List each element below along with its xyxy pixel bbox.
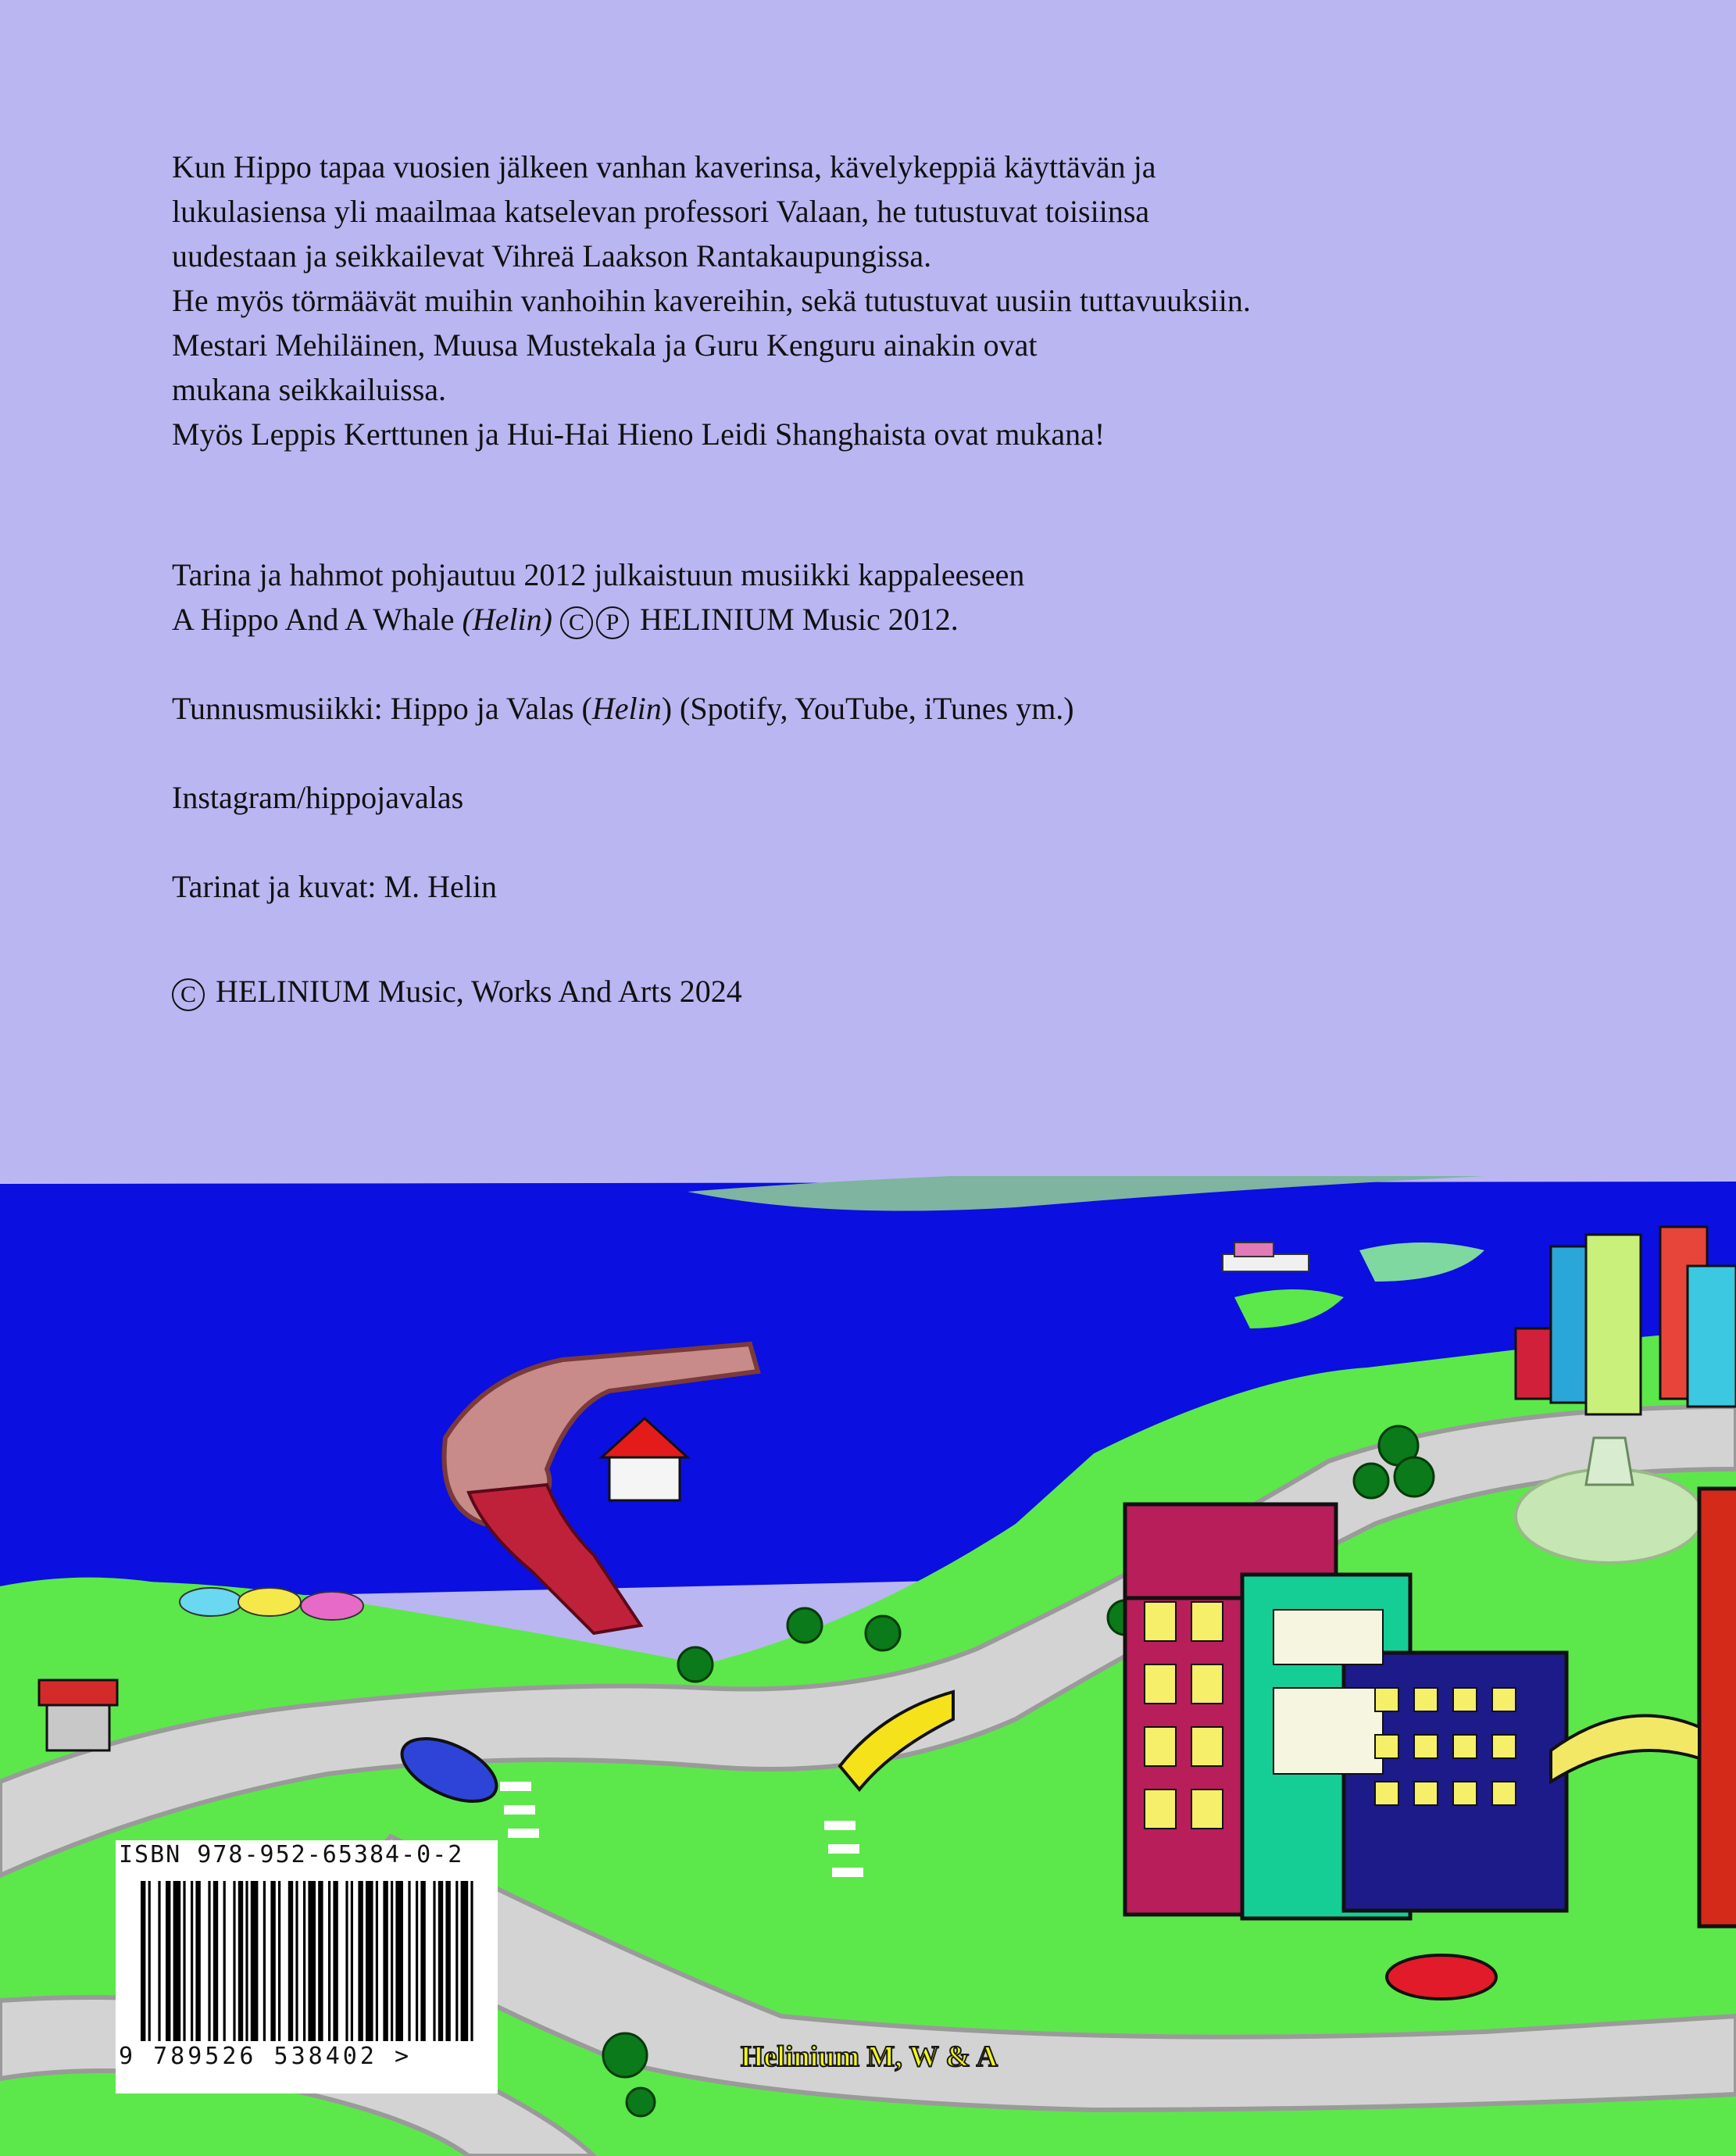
tree <box>1395 1457 1434 1496</box>
barcode-bar <box>366 1881 373 2041</box>
barcode-bar <box>278 1881 280 2041</box>
window <box>1414 1688 1438 1711</box>
origin-line-1: Tarina ja hahmot pohjautuu 2012 julkaistuun musiikki kappaleeseen <box>172 557 1025 592</box>
isbn-label: ISBN 978-952-65384-0-2 <box>119 1841 464 1868</box>
red-car <box>1387 1955 1496 1999</box>
window <box>1375 1782 1398 1805</box>
barcode-bar <box>288 1881 293 2041</box>
barcode-bar <box>251 1881 259 2041</box>
barcode-bar <box>195 1881 200 2041</box>
window <box>1414 1782 1438 1805</box>
window <box>1191 1727 1223 1766</box>
credits-text <box>172 552 1074 1014</box>
ferry-cabin <box>1234 1242 1273 1257</box>
barcode-bar <box>223 1881 226 2041</box>
crosswalk-stripe <box>828 1844 859 1854</box>
window <box>1375 1688 1398 1711</box>
barcode-bar <box>445 1881 450 2041</box>
skyscraper <box>1586 1235 1641 1414</box>
pier-house <box>609 1453 680 1500</box>
blurb-line: lukulasiensa yli maailmaa katselevan professori Valaan, he tutustuvat toisiinsa <box>172 194 1150 229</box>
barcode-bar <box>141 1881 145 2041</box>
blurb-line: Mestari Mehiläinen, Muusa Mustekala ja Guru Kenguru ainakin ovat <box>172 327 1038 363</box>
copyright-line <box>172 969 1074 1014</box>
barcode-bar <box>183 1881 185 2041</box>
copyright-text: HELINIUM Music, Works And Arts 2024 <box>216 974 742 1009</box>
blurb-line: He myös törmäävät muihin vanhoihin kavereihin, sekä tutustuvat uusiin tuttavuuksiin. <box>172 283 1251 318</box>
theme-post: ) (Spotify, YouTube, iTunes ym.) <box>661 691 1074 726</box>
barcode-bar <box>148 1881 151 2041</box>
origin-author: (Helin) <box>462 602 552 637</box>
window <box>1492 1782 1516 1805</box>
crosswalk-stripe <box>500 1782 531 1791</box>
instagram-line: Instagram/hippojavalas <box>172 780 464 815</box>
crosswalk-stripe <box>824 1821 855 1830</box>
window <box>1273 1610 1383 1664</box>
flower-bed <box>301 1592 363 1620</box>
barcode-bar <box>420 1881 425 2041</box>
barcode-bar <box>433 1881 435 2041</box>
window <box>1273 1688 1383 1774</box>
window <box>1191 1790 1223 1829</box>
window <box>1414 1735 1438 1758</box>
barcode-bar <box>208 1881 210 2041</box>
authors-line: Tarinat ja kuvat: M. Helin <box>172 869 497 904</box>
window <box>1453 1735 1477 1758</box>
barcode-bar <box>233 1881 235 2041</box>
barcode-bar <box>173 1881 181 2041</box>
crosswalk-stripe <box>508 1829 539 1838</box>
building-red-edge <box>1699 1489 1736 1926</box>
kiosk-roof <box>39 1680 117 1705</box>
theme-author: Helin <box>591 691 662 726</box>
window <box>1453 1782 1477 1805</box>
skyscraper <box>1551 1246 1586 1403</box>
isbn-digits: 9 789526 538402 > <box>119 2043 413 2070</box>
fountain <box>1586 1438 1633 1485</box>
publisher-brand: Helinium M, W & A <box>741 2040 998 2073</box>
barcode-bar <box>166 1881 170 2041</box>
window <box>1492 1735 1516 1758</box>
blurb-text <box>172 145 1251 456</box>
tree <box>603 2033 647 2077</box>
barcode-bar <box>383 1881 388 2041</box>
flower-beds <box>180 1588 363 1620</box>
theme-pre: Tunnusmusiikki: Hippo ja Valas ( <box>172 691 592 726</box>
phonogram-p-icon: P <box>596 606 629 639</box>
barcode-bar <box>351 1881 353 2041</box>
barcode-bar <box>303 1881 305 2041</box>
barcode-bar <box>263 1881 266 2041</box>
tree <box>627 2088 655 2116</box>
barcode-bar <box>333 1881 338 2041</box>
barcode-bar <box>438 1881 443 2041</box>
barcode-bar <box>416 1881 418 2041</box>
window <box>1191 1602 1223 1641</box>
copyright-icon: C <box>172 978 205 1011</box>
barcode-bar <box>318 1881 323 2041</box>
window <box>1191 1664 1223 1704</box>
crosswalk-stripe <box>832 1868 863 1877</box>
kiosk <box>47 1704 109 1750</box>
barcode-bar <box>391 1881 393 2041</box>
tree <box>678 1647 713 1682</box>
window <box>1145 1664 1176 1704</box>
barcode-bar <box>270 1881 275 2041</box>
tree <box>866 1616 900 1650</box>
window <box>1453 1688 1477 1711</box>
barcode-bar <box>376 1881 378 2041</box>
barcode-bar <box>191 1881 193 2041</box>
origin-label: HELINIUM Music 2012. <box>632 602 959 637</box>
building-small <box>1516 1328 1551 1399</box>
barcode-bar <box>345 1881 348 2041</box>
barcode-bar <box>308 1881 316 2041</box>
window <box>1145 1602 1176 1641</box>
blurb-line: Kun Hippo tapaa vuosien jälkeen vanhan kaverinsa, kävelykeppiä käyttävän ja <box>172 149 1156 184</box>
barcode-bar <box>470 1881 473 2041</box>
window <box>1145 1790 1176 1829</box>
origin-line-2 <box>172 597 1074 642</box>
copyright-c-icon: C <box>560 606 593 639</box>
crosswalk-stripe <box>504 1805 535 1815</box>
tree <box>788 1608 822 1643</box>
barcode-bar <box>238 1881 243 2041</box>
blurb-line: uudestaan ja seikkailevat Vihreä Laakson Rantakaupungissa. <box>172 238 932 274</box>
blurb-line: Myös Leppis Kerttunen ja Hui-Hai Hieno Leidi Shanghaista ovat mukana! <box>172 417 1106 452</box>
flower-bed <box>180 1588 242 1616</box>
theme-music-line <box>172 686 1074 731</box>
origin-song: A Hippo And A Whale <box>172 602 463 637</box>
barcode-bar <box>328 1881 330 2041</box>
barcode-bar <box>408 1881 410 2041</box>
window <box>1145 1727 1176 1766</box>
window <box>1375 1735 1398 1758</box>
barcode-bar <box>245 1881 248 2041</box>
barcode-bar <box>395 1881 403 2041</box>
barcode-bar <box>158 1881 160 2041</box>
tree <box>1354 1464 1388 1498</box>
flower-bed <box>238 1588 301 1616</box>
barcode-bar <box>455 1881 458 2041</box>
blurb-line: mukana seikkailuissa. <box>172 372 447 407</box>
barcode-bar <box>461 1881 469 2041</box>
window <box>1492 1688 1516 1711</box>
barcode-bar <box>358 1881 363 2041</box>
barcode-bar <box>213 1881 218 2041</box>
skyscraper <box>1688 1266 1736 1407</box>
barcode-bar <box>295 1881 298 2041</box>
